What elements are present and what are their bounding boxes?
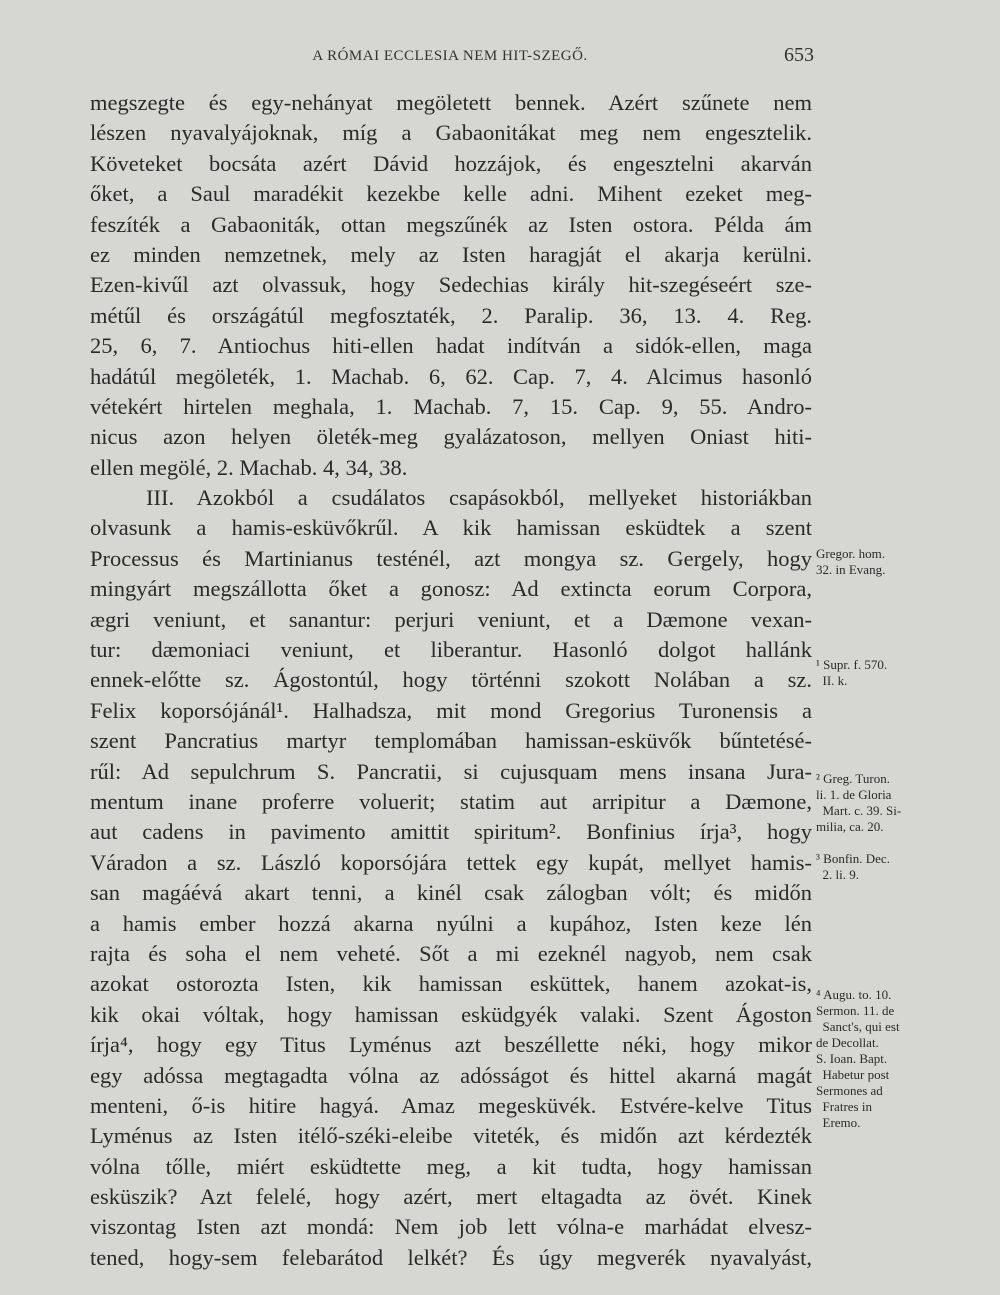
text-line: rajta és soha el nem veheté. Sőt a mi ezeknél nagyob, nem csak bbox=[90, 940, 812, 966]
text-line: írja⁴, hogy egy Titus Lyménus azt beszéllette néki, hogy mikor bbox=[90, 1032, 812, 1058]
margin-note: ⁴ Augu. to. 10. Sermon. 11. de Sanct's, qui est de Decollat. S. Ioan. Bapt. Habetur post Sermones ad Fratres in Eremo. bbox=[816, 987, 900, 1130]
text-line: azokat ostorozta Isten, kik hamissan esküttek, hanem azokat-is, bbox=[90, 971, 812, 997]
text-line: tened, hogy-sem felebarátod lelkét? És úgy megverék nyavalyást, bbox=[90, 1244, 812, 1270]
text-line: 25, 6, 7. Antiochus hiti-ellen hadat indítván a sidók-ellen, maga bbox=[90, 333, 812, 359]
text-line: olvasunk a hamis-esküvőkrűl. A kik hamissan esküdtek a szent bbox=[90, 515, 812, 541]
text-line: mingyárt megszállotta őket a gonosz: Ad extincta eorum Corpora, bbox=[90, 576, 812, 602]
text-line: ez minden nemzetnek, mely az Isten haragját el akarja kerülni. bbox=[90, 241, 812, 267]
margin-note: Gregor. hom. 32. in Evang. bbox=[816, 546, 886, 577]
margin-note: ³ Bonfin. Dec. 2. li. 9. bbox=[816, 851, 890, 882]
text-line: lészen nyavalyájoknak, míg a Gabaonitákat meg nem engesztelik. bbox=[90, 120, 812, 146]
text-line: ellen megölé, 2. Machab. 4, 34, 38. bbox=[90, 454, 408, 480]
text-line: aut cadens in pavimento amittit spiritum². Bonfinius írja³, hogy bbox=[90, 819, 812, 845]
text-line: kik okai vóltak, hogy hamissan esküdgyék valaki. Szent Ágoston bbox=[90, 1001, 812, 1027]
text-line: Felix koporsójánál¹. Halhadsza, mit mond Gregorius Turonensis a bbox=[90, 697, 812, 723]
text-line: szent Pancratius martyr templomában hamissan-esküvők bűntetésé- bbox=[90, 728, 812, 754]
text-line: vólna tőlle, miért esküdtette meg, a kit tudta, hogy hamissan bbox=[90, 1153, 812, 1179]
text-line: métűl és országátúl megfosztaték, 2. Paralip. 36, 13. 4. Reg. bbox=[90, 302, 812, 328]
text-line: Processus és Martinianus testénél, azt mongya sz. Gergely, hogy bbox=[90, 545, 812, 571]
text-line: Váradon a sz. László koporsójára tettek egy kupát, mellyet hamis- bbox=[90, 849, 812, 875]
margin-note: ¹ Supr. f. 570. II. k. bbox=[816, 657, 888, 688]
text-line: őket, a Saul maradékit kezekbe kelle adni. Mihent ezeket meg- bbox=[90, 181, 812, 207]
body-text bbox=[90, 88, 812, 1273]
text-line: megszegte és egy-nehányat megöletett bennek. Azért szűnete nem bbox=[90, 90, 812, 115]
page-number: 653 bbox=[784, 44, 814, 66]
text-line: III. Azokból a csudálatos csapásokból, mellyeket historiákban bbox=[146, 485, 812, 511]
text-line: ægri veniunt, et sanantur: perjuri veniunt, et a Dæmone vexan- bbox=[90, 606, 812, 632]
text-line: nicus azon helyen öleték-meg gyalázatoson, mellyen Oniast hiti- bbox=[90, 424, 812, 450]
text-line: egy adóssa megtagadta vólna az adósságot és hittel akarná magát bbox=[90, 1062, 812, 1088]
text-line: viszontag Isten azt mondá: Nem job lett vólna-e marhádat elvesz- bbox=[90, 1214, 812, 1240]
text-line: Követeket bocsáta azért Dávid hozzájok, és engesztelni akarván bbox=[90, 150, 812, 176]
text-line: esküszik? Azt felelé, hogy azért, mert eltagadta az övét. Kinek bbox=[90, 1184, 812, 1210]
text-line: hadátúl megöleték, 1. Machab. 6, 62. Cap. 7, 4. Alcimus hasonló bbox=[90, 363, 812, 389]
margin-note: ² Greg. Turon. li. 1. de Gloria Mart. c. 39. Si- milia, ca. 20. bbox=[816, 771, 902, 834]
text-line: Lyménus az Isten itélő-széki-eleibe viteték, és midőn azt kérdezték bbox=[90, 1123, 812, 1149]
text-line: san magáévá akart tenni, a kinél csak zálogban vólt; és midőn bbox=[90, 880, 812, 906]
text-line: tur: dæmoniaci veniunt, et liberantur. Hasonló dolgot hallánk bbox=[90, 637, 812, 663]
text-line: rűl: Ad sepulchrum S. Pancratii, si cujusquam mens insana Jura- bbox=[90, 758, 812, 784]
page-header bbox=[90, 44, 814, 74]
text-line: Ezen-kivűl azt olvassuk, hogy Sedechias király hit-szegéseért sze- bbox=[90, 272, 812, 298]
running-title: A RÓMAI ECCLESIA NEM HIT-SZEGŐ. bbox=[312, 48, 588, 64]
text-line: ennek-előtte sz. Ágostontúl, hogy történni szokott Nolában a sz. bbox=[90, 667, 812, 693]
text-line: feszíték a Gabaoniták, ottan megszűnék az Isten ostora. Példa ám bbox=[90, 211, 812, 237]
text-line: a hamis ember hozzá akarna nyúlni a kupához, Isten keze lén bbox=[90, 910, 812, 936]
text-line: menteni, ő-is hitire hagyá. Amaz megesküvék. Estvére-kelve Titus bbox=[90, 1092, 812, 1118]
text-line: vétekért hirtelen meghala, 1. Machab. 7, 15. Cap. 9, 55. Andro- bbox=[90, 393, 812, 419]
text-line: mentum inane proferre voluerit; statim aut arripitur a Dæmone, bbox=[90, 788, 812, 814]
